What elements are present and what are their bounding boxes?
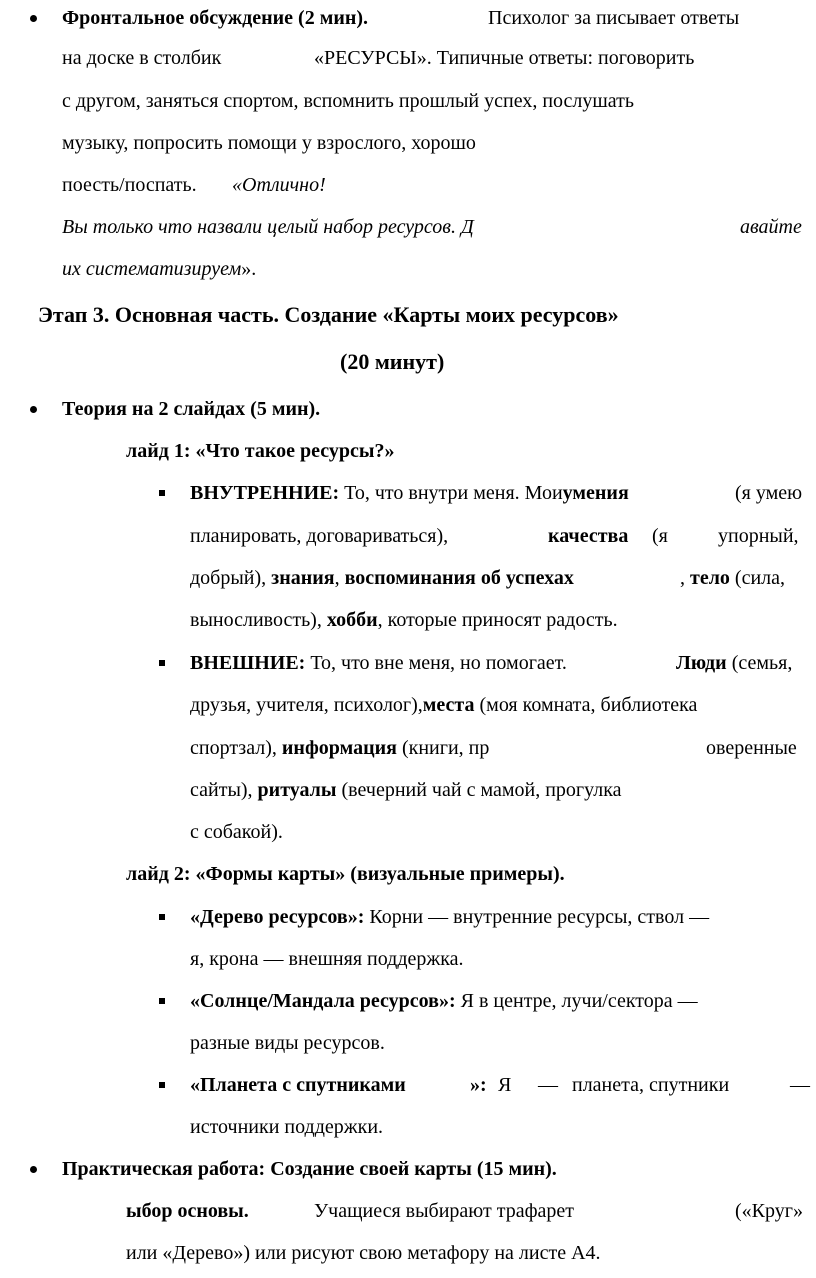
discussion-text: на доске в столбик xyxy=(62,47,222,69)
internal-term: умения xyxy=(562,482,629,504)
internal-text: планировать, договариваться), xyxy=(190,525,449,547)
stage-heading: Этап 3. Основная часть. Создание «Карты моих ресурсов» xyxy=(38,302,619,327)
internal-text: , xyxy=(334,567,340,589)
tree-text: Корни — внутренние ресурсы, ствол — xyxy=(369,906,710,928)
external-text: спортзал), xyxy=(190,737,277,759)
external-text: То, что вне меня, но помогает. xyxy=(310,652,567,674)
internal-text: То, что внутри меня. Мои xyxy=(344,482,563,504)
list-square xyxy=(159,490,165,496)
internal-resources-line xyxy=(190,481,629,507)
internal-term: тело xyxy=(690,567,730,589)
external-term: места xyxy=(422,694,475,716)
sun-text: Я в центре, лучи/сектора — xyxy=(460,990,698,1012)
discussion-text: с другом, заняться спортом, вспомнить прошлый успех, послушать xyxy=(62,90,635,112)
planet-text: Я xyxy=(498,1074,512,1096)
theory-title: Теория на 2 слайдах (5 мин). xyxy=(62,398,321,420)
discussion-quote: авайте xyxy=(740,216,802,238)
planet-label: «Планета с спутниками xyxy=(190,1074,406,1096)
internal-text: добрый), xyxy=(190,567,267,589)
slide1-title: лайд 1: «Что такое ресурсы?» xyxy=(126,440,395,462)
internal-term: качества xyxy=(548,525,629,547)
discussion-text: поесть/поспать. xyxy=(62,174,197,196)
external-resources-line xyxy=(190,736,489,762)
external-text: сайты), xyxy=(190,779,253,801)
list-bullet xyxy=(30,406,37,413)
quote-end: ». xyxy=(241,258,257,280)
external-text: с собакой). xyxy=(190,821,283,843)
internal-term: хобби xyxy=(326,609,378,631)
internal-resources-line xyxy=(190,566,574,592)
internal-text: выносливость), xyxy=(190,609,322,631)
practice-step: ыбор основы. xyxy=(126,1200,249,1222)
slide2-title: лайд 2: «Формы карты» (визуальные примеры). xyxy=(126,863,565,885)
external-resources-line xyxy=(190,651,567,677)
tree-form-line xyxy=(190,905,709,931)
internal-term: воспоминания об успехах xyxy=(344,567,574,589)
internal-resources-line xyxy=(190,608,618,634)
external-term: информация xyxy=(281,737,397,759)
external-resources-line xyxy=(190,778,622,804)
internal-text: (я xyxy=(652,525,668,547)
internal-text: (сила, xyxy=(734,567,786,589)
practice-title: Практическая работа: Создание своей карты (15 мин). xyxy=(62,1158,557,1180)
planet-text: — xyxy=(790,1074,810,1096)
discussion-quote: Вы только что назвали целый набор ресурсов. Д xyxy=(62,216,474,238)
tree-label: «Дерево ресурсов»: xyxy=(190,906,365,928)
planet-text: — xyxy=(538,1074,558,1096)
stage-heading-duration: (20 минут) xyxy=(340,349,445,374)
list-bullet xyxy=(30,15,37,22)
discussion-text: музыку, попросить помощи у взрослого, хорошо xyxy=(62,132,476,154)
list-square xyxy=(159,660,165,666)
external-text: (моя комната, библиотека xyxy=(479,694,698,716)
sun-text: разные виды ресурсов. xyxy=(190,1032,385,1054)
internal-resources-line xyxy=(680,566,785,592)
external-text: оверенные xyxy=(706,737,797,759)
external-text: (вечерний чай с мамой, прогулка xyxy=(341,779,622,801)
internal-text: , которые приносят радость. xyxy=(377,609,618,631)
external-resources-line xyxy=(676,651,792,677)
list-bullet xyxy=(30,1166,37,1173)
external-term: Люди xyxy=(676,652,727,674)
external-label: ВНЕШНИЕ: xyxy=(190,652,306,674)
external-term: ритуалы xyxy=(257,779,337,801)
external-resources-line xyxy=(190,693,697,719)
internal-label: ВНУТРЕННИЕ: xyxy=(190,482,340,504)
discussion-quote: «Отлично! xyxy=(232,174,326,196)
discussion-quote xyxy=(62,257,256,283)
practice-text: Учащиеся выбирают трафарет xyxy=(314,1200,575,1222)
practice-text: («Круг» xyxy=(735,1200,803,1222)
internal-term: знания xyxy=(271,567,335,589)
external-text: (книги, пр xyxy=(401,737,490,759)
practice-text: или «Дерево») или рисуют свою метафору на листе А4. xyxy=(126,1242,601,1264)
internal-text: упорный, xyxy=(718,525,799,547)
discussion-text: Психолог за писывает ответы xyxy=(488,7,740,29)
discussion-title: Фронтальное обсуждение (2 мин). xyxy=(62,7,369,29)
quote-part: их систематизируем xyxy=(62,258,242,280)
list-square xyxy=(159,914,165,920)
tree-text: я, крона — внешняя поддержка. xyxy=(190,948,464,970)
planet-label-end: »: xyxy=(470,1074,487,1096)
sun-form-line xyxy=(190,989,698,1015)
sun-label: «Солнце/Мандала ресурсов»: xyxy=(190,990,456,1012)
list-square xyxy=(159,1082,165,1088)
planet-text: источники поддержки. xyxy=(190,1116,384,1138)
internal-text: (я умею xyxy=(735,482,803,504)
external-text: друзья, учителя, психолог), xyxy=(190,694,423,716)
internal-text: , xyxy=(680,567,685,589)
planet-text: планета, спутники xyxy=(572,1074,730,1096)
discussion-text: «РЕСУРСЫ». Типичные ответы: поговорить xyxy=(314,47,695,69)
external-text: (семья, xyxy=(731,652,793,674)
list-square xyxy=(159,998,165,1004)
